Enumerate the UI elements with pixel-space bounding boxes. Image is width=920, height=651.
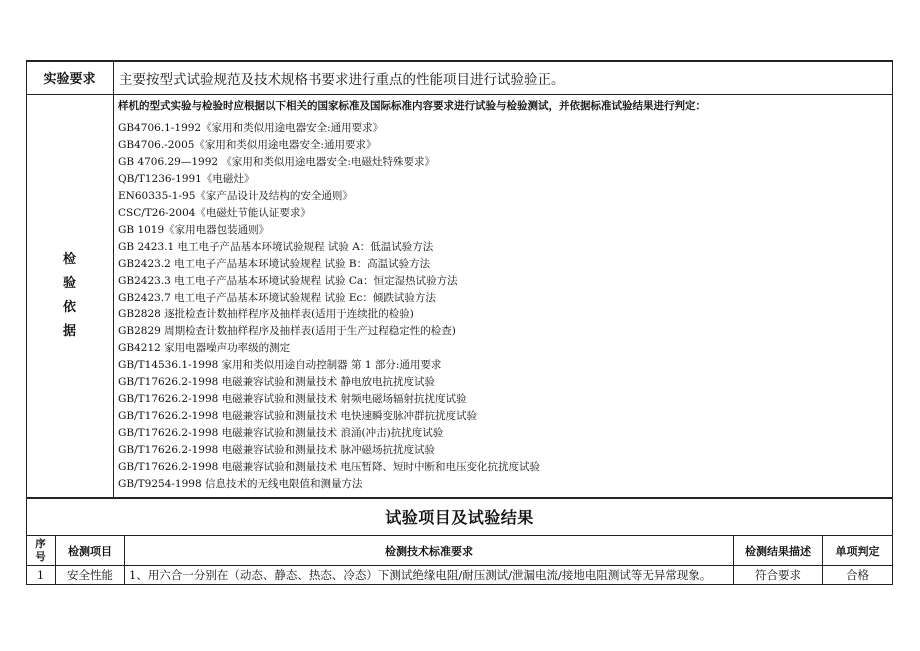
header-description: 检测结果描述: [745, 544, 811, 558]
row-standard: 1、用六合一分别在（动态、静态、热态、冷态）下测试绝缘电阻/耐压测试/泄漏电流/接地电阻测试等无异常现象。: [129, 568, 712, 582]
standard-item: CSC/T26-2004《电磁灶节能认证要求》: [118, 206, 311, 219]
standard-item: GB2423.7 电工电子产品基本环境试验规程 试验 Ec：倾跌试验方法: [118, 291, 436, 304]
standard-item: GB2423.3 电工电子产品基本环境试验规程 试验 Ca：恒定湿热试验方法: [118, 274, 458, 287]
standard-item: GB/T17626.2-1998 电磁兼容试验和测量技术 静电放电抗扰度试验: [118, 376, 436, 389]
header-judgement: 单项判定: [835, 544, 880, 558]
standard-item: GB 4706.29—1992 《家用和类似用途电器安全:电磁灶特殊要求》: [118, 155, 435, 168]
standard-item: GB2423.2 电工电子产品基本环境试验规程 试验 B：高温试验方法: [118, 257, 431, 270]
basis-label-char: 依: [62, 300, 76, 315]
standard-item: GB 1019《家用电器包装通则》: [118, 223, 270, 236]
header-seq-bottom: 号: [35, 550, 46, 563]
basis-intro-text: 样机的型式实验与检验时应根据以下相关的国家标准及国际标准内容要求进行试验与检验测试，并依据标准试验结果进行判定：: [118, 100, 706, 112]
standard-item: GB2828 逐批检查计数抽样程序及抽样表(适用于连续批的检验): [118, 308, 414, 321]
standard-item: GB/T17626.2-1998 电磁兼容试验和测量技术 射频电磁场辐射抗扰度试验: [118, 393, 467, 406]
header-seq-top: 序: [35, 537, 46, 550]
header-seq: [26, 536, 55, 565]
row-seq: 1: [36, 568, 45, 582]
results-section-title: 试验项目及试验结果: [385, 508, 534, 527]
requirement-text: 主要按型式试验规范及技术规格书要求进行重点的性能项目进行试验验正。: [119, 71, 565, 88]
standard-item: GB/T17626.2-1998 电磁兼容试验和测量技术 电快速瞬变脉冲群抗扰度试验: [118, 410, 478, 423]
standard-item: GB4706.1-1992《家用和类似用途电器安全:通用要求》: [118, 122, 384, 134]
standard-item: GB4706.-2005《家用和类似用途电器安全:通用要求》: [118, 138, 377, 151]
basis-label-char: 检: [62, 252, 76, 267]
header-standard: 检测技术标准要求: [385, 544, 473, 558]
row-item: 安全性能: [67, 568, 113, 582]
standard-item: GB4212 家用电器噪声功率级的测定: [118, 342, 291, 355]
basis-standards-list: [114, 95, 892, 497]
row-judgement: 合格: [846, 568, 869, 582]
row-description: 符合要求: [755, 568, 801, 582]
basis-label: [26, 95, 113, 497]
standard-item: GB 2423.1 电工电子产品基本环境试验规程 试验 A：低温试验方法: [118, 240, 434, 253]
standard-item: GB/T9254-1998 信息技术的无线电限值和测量方法: [118, 478, 363, 491]
standard-item: GB/T17626.2-1998 电磁兼容试验和测量技术 浪涌(冲击)抗扰度试验: [118, 427, 444, 440]
standard-item: GB/T14536.1-1998 家用和类似用途自动控制器 第 1 部分:通用要求: [118, 359, 442, 372]
header-item: 检测项目: [68, 544, 112, 558]
basis-label-char: 据: [62, 324, 76, 339]
requirement-label: 实验要求: [43, 72, 96, 87]
standard-item: GB/T17626.2-1998 电磁兼容试验和测量技术 脉冲磁场抗扰度试验: [118, 444, 436, 457]
basis-label-char: 验: [62, 276, 76, 291]
standard-item: EN60335-1-95《家产品设计及结构的安全通则》: [118, 189, 353, 202]
table-border-bottom: [26, 584, 893, 585]
standard-item: GB2829 周期检查计数抽样程序及抽样表(适用于生产过程稳定性的检查): [118, 325, 456, 338]
test-report-table: [26, 60, 893, 585]
standard-item: QB/T1236-1991《电磁灶》: [118, 172, 255, 185]
standard-item: GB/T17626.2-1998 电磁兼容试验和测量技术 电压暂降、短时中断和电压变化抗扰度试验: [118, 461, 541, 474]
